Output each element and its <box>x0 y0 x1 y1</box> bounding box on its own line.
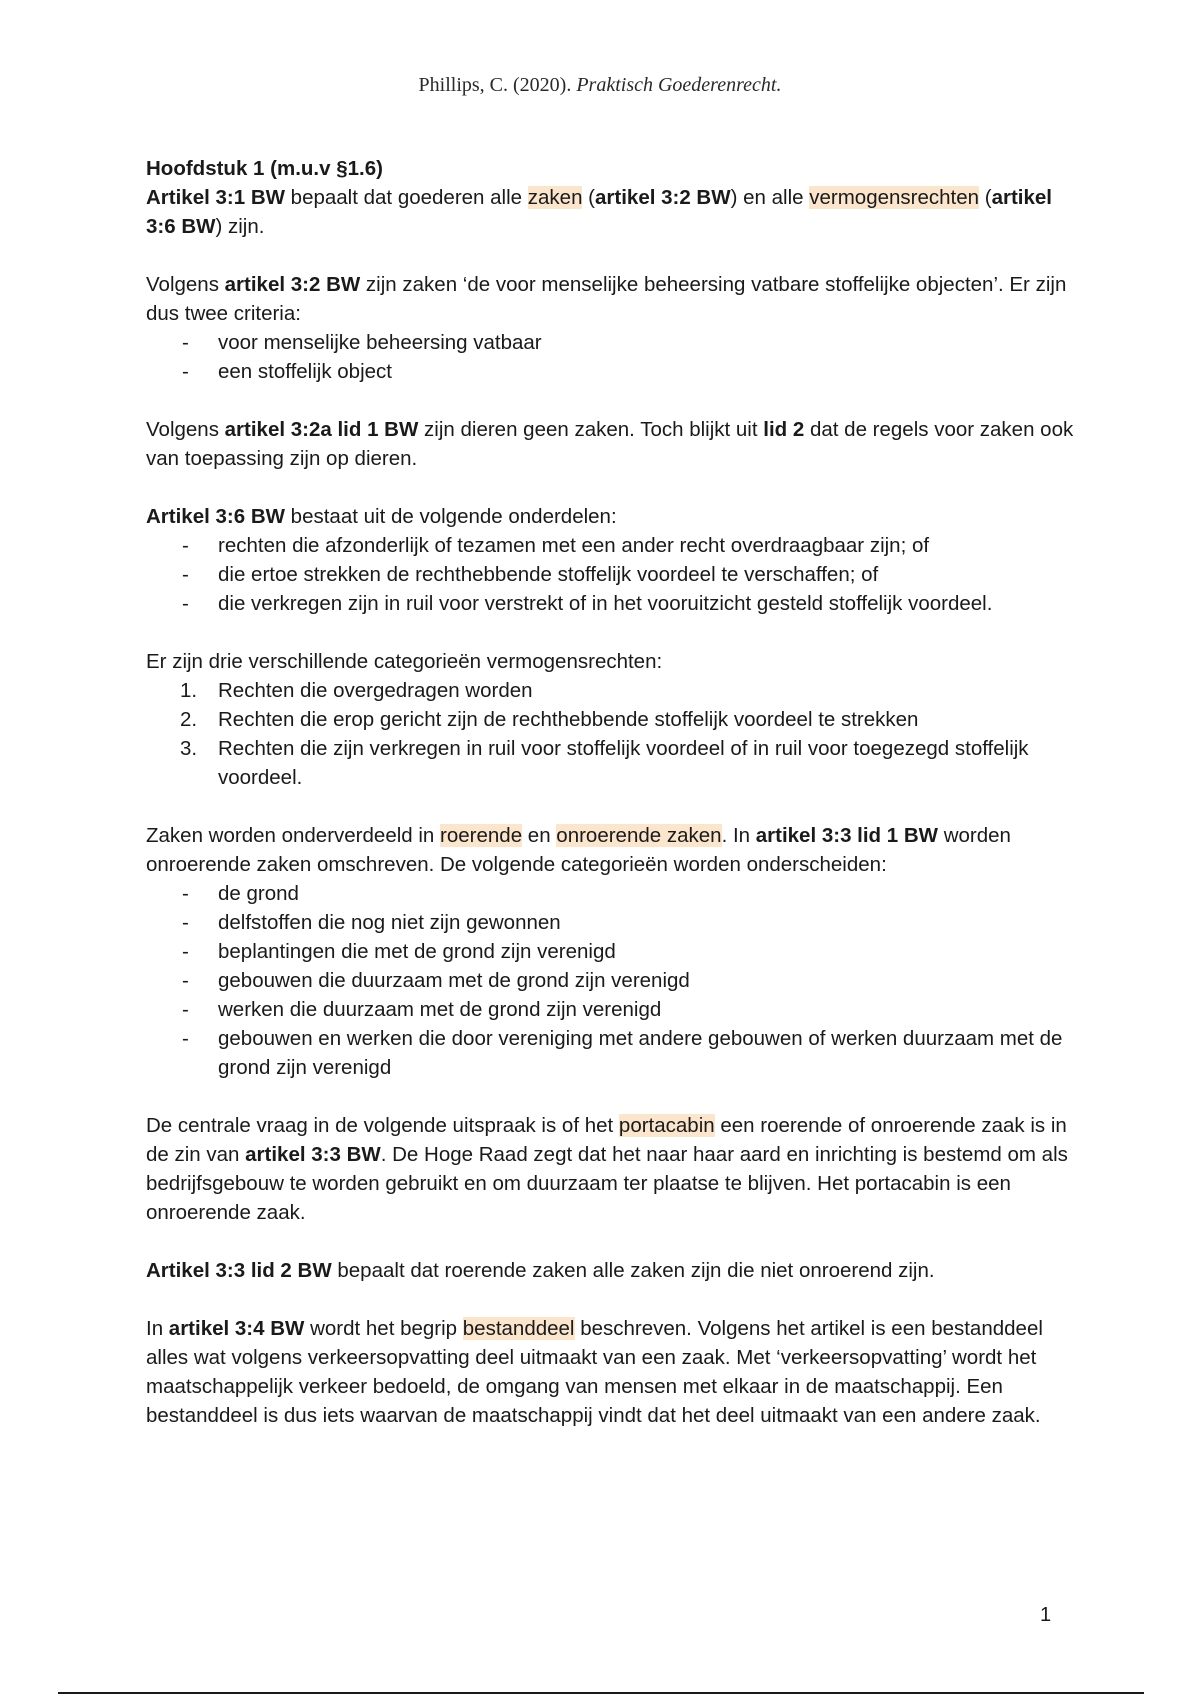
header-citation: Phillips, C. (2020). <box>418 74 577 96</box>
paragraph-roerende-zaken: Artikel 3:3 lid 2 BW bepaalt dat roerende zaken alle zaken zijn die niet onroerend zijn. <box>146 1259 935 1282</box>
paragraph-zaken-definitie: Volgens artikel 3:2 BW zijn zaken ‘de voor menselijke beheersing vatbare stoffelijke objecten’. Er zijn dus twee criteria: <box>146 273 1067 325</box>
list-item: - voor menselijke beheersing vatbaar <box>182 331 542 354</box>
list-item: - rechten die afzonderlijk of tezamen met een ander recht overdraagbaar zijn; of <box>182 534 930 557</box>
highlight-bestanddeel: bestanddeel <box>462 1317 575 1340</box>
list-item: - een stoffelijk object <box>182 360 392 383</box>
paragraph-bestanddeel: In artikel 3:4 BW wordt het begrip bestanddeel beschreven. Volgens het artikel is een bestanddeel alles wat volgens verkeersopvatting deel uitmaakt van een zaak. Met ‘verkeersopvatting’ wordt het maatschappelijk verkeer bedoeld, de omgang van mensen met elkaar in de maatschappij. Een bestanddeel is dus iets waarvan de maatschappij vindt dat het deel uitmaakt van een andere zaak. <box>146 1317 1043 1427</box>
components-list <box>146 531 1081 618</box>
list-item: - die ertoe strekken de rechthebbende stoffelijk voordeel te verschaffen; of <box>182 563 879 586</box>
highlight-zaken: zaken <box>527 186 583 209</box>
page-bottom-divider <box>58 1692 1144 1694</box>
highlight-portacabin: portacabin <box>618 1114 715 1137</box>
list-item: - gebouwen en werken die door vereniging met andere gebouwen of werken duurzaam met de grond zijn verenigd <box>182 1027 1063 1079</box>
list-item: - gebouwen die duurzaam met de grond zijn verenigd <box>182 969 690 992</box>
criteria-list <box>146 328 1081 386</box>
section-heading: Hoofdstuk 1 (m.u.v §1.6) <box>146 157 383 180</box>
list-item: - die verkregen zijn in ruil voor verstrekt of in het vooruitzicht gesteld stoffelijk voordeel. <box>182 592 993 615</box>
paragraph-dieren: Volgens artikel 3:2a lid 1 BW zijn dieren geen zaken. Toch blijkt uit lid 2 dat de regels voor zaken ook van toepassing zijn op dieren. <box>146 418 1074 470</box>
paragraph-roerend-onroerend: Zaken worden onderverdeeld in roerende en onroerende zaken. In artikel 3:3 lid 1 BW worden onroerende zaken omschreven. De volgende categorieën worden onderscheiden: <box>146 824 1011 876</box>
list-item: 2. Rechten die erop gericht zijn de rechthebbende stoffelijk voordeel te strekken <box>180 708 919 731</box>
document-body <box>146 154 1081 1430</box>
list-item: - delfstoffen die nog niet zijn gewonnen <box>182 911 561 934</box>
list-item: - beplantingen die met de grond zijn verenigd <box>182 940 616 963</box>
header-book-title: Praktisch Goederenrecht. <box>576 74 782 96</box>
list-item: 1. Rechten die overgedragen worden <box>180 679 533 702</box>
highlight-onroerende-zaken: onroerende zaken <box>556 824 722 847</box>
paragraph-categorieen: Er zijn drie verschillende categorieën vermogensrechten: <box>146 650 663 673</box>
paragraph-portacabin: De centrale vraag in de volgende uitspraak is of het portacabin een roerende of onroerende zaak is in de zin van artikel 3:3 BW. De Hoge Raad zegt dat het naar haar aard en inrichting is bestemd om als bedrijfsgebouw te worden gebruikt en om duurzaam ter plaatse te blijven. Het portacabin is een onroerende zaak. <box>146 1114 1068 1224</box>
list-item: - werken die duurzaam met de grond zijn verenigd <box>182 998 662 1021</box>
highlight-vermogensrechten: vermogensrechten <box>809 186 980 209</box>
categories-list <box>146 676 1081 792</box>
page-number: 1 <box>1040 1604 1052 1626</box>
list-item: 3. Rechten die zijn verkregen in ruil voor stoffelijk voordeel of in ruil voor toegezegd stoffelijk voordeel. <box>180 737 1029 789</box>
list-item: - de grond <box>182 882 299 905</box>
paragraph-goederen: Artikel 3:1 BW bepaalt dat goederen alle zaken (artikel 3:2 BW) en alle vermogensrechten (artikel 3:6 BW) zijn. <box>146 186 1052 238</box>
highlight-roerende: roerende <box>440 824 523 847</box>
page-header <box>0 74 1200 97</box>
immovables-list <box>146 879 1081 1082</box>
paragraph-artikel-3-6: Artikel 3:6 BW bestaat uit de volgende onderdelen: <box>146 505 617 528</box>
